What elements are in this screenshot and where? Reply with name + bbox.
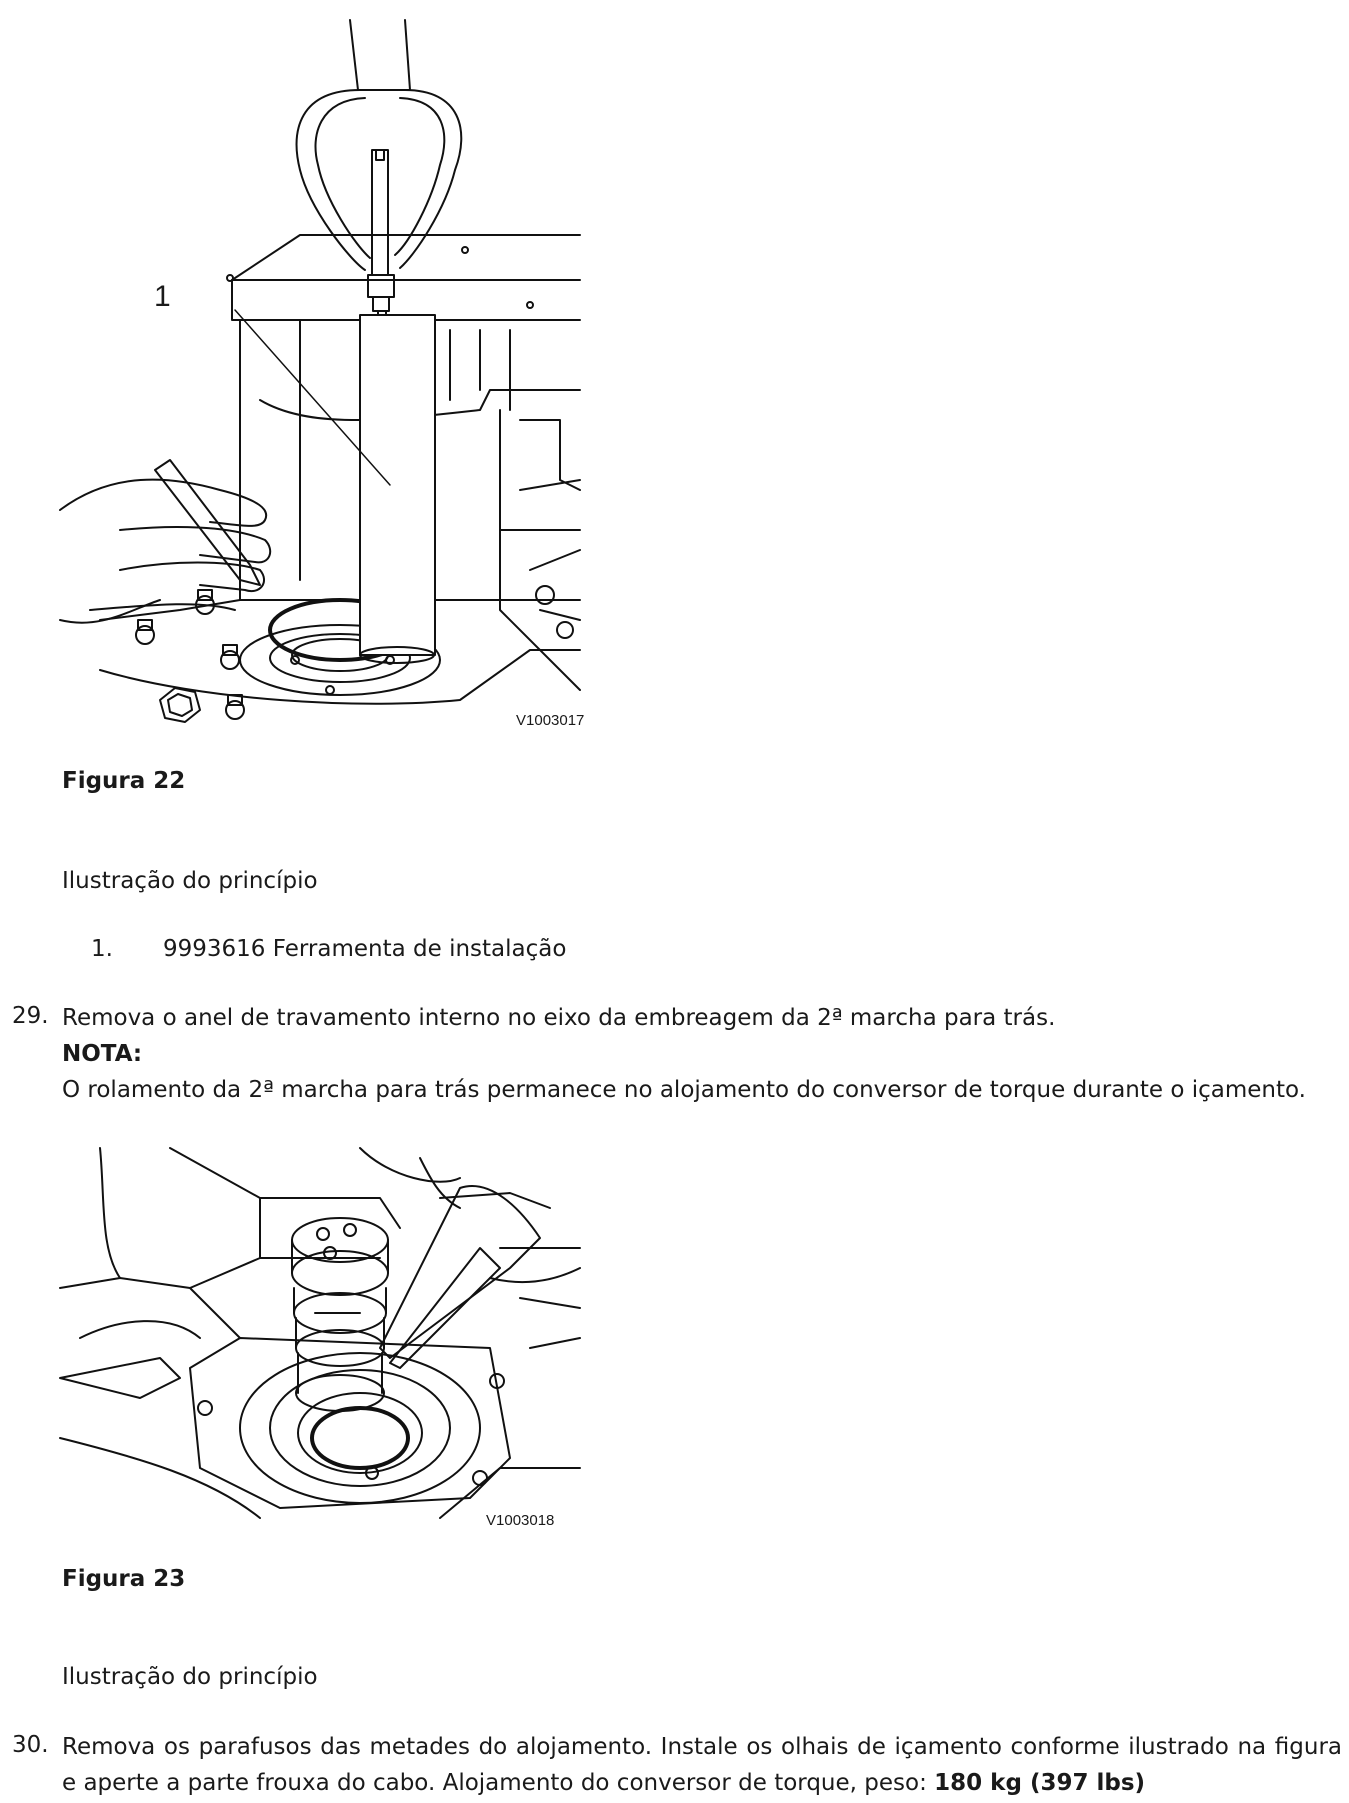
step-text: Remova o anel de travamento interno no eixo da embreagem da 2ª marcha para trás.	[62, 1005, 1056, 1031]
note-text: O rolamento da 2ª marcha para trás permanece no alojamento do conversor de torque durante o içamento.	[62, 1077, 1306, 1103]
figure-22-illustration	[60, 10, 600, 740]
figure-23-code: V1003018	[486, 1512, 555, 1529]
figure-23-caption: Figura 23	[62, 1566, 186, 1592]
note-label: NOTA:	[62, 1041, 143, 1067]
figure-23-principle: Ilustração do princípio	[62, 1664, 318, 1690]
legend-item-text: 9993616 Ferramenta de instalação	[163, 936, 567, 962]
step-number: 29.	[12, 1003, 49, 1029]
legend-item-number: 1.	[91, 936, 113, 962]
figure-22-code: V1003017	[516, 712, 585, 729]
figure-23-illustration	[60, 1138, 580, 1538]
figure-22-caption: Figura 22	[62, 768, 186, 794]
step-number: 30.	[12, 1732, 49, 1758]
step-text: Remova os parafusos das metades do alojamento. Instale os olhais de içamento conforme ilustrado na figura e aperte a parte frouxa do cabo. Alojamento do conversor de torque, peso:	[62, 1734, 1342, 1796]
weight-value: 180 kg (397 lbs)	[934, 1770, 1146, 1796]
figure-22-principle: Ilustração do princípio	[62, 868, 318, 894]
callout-1-label: 1	[154, 280, 171, 313]
